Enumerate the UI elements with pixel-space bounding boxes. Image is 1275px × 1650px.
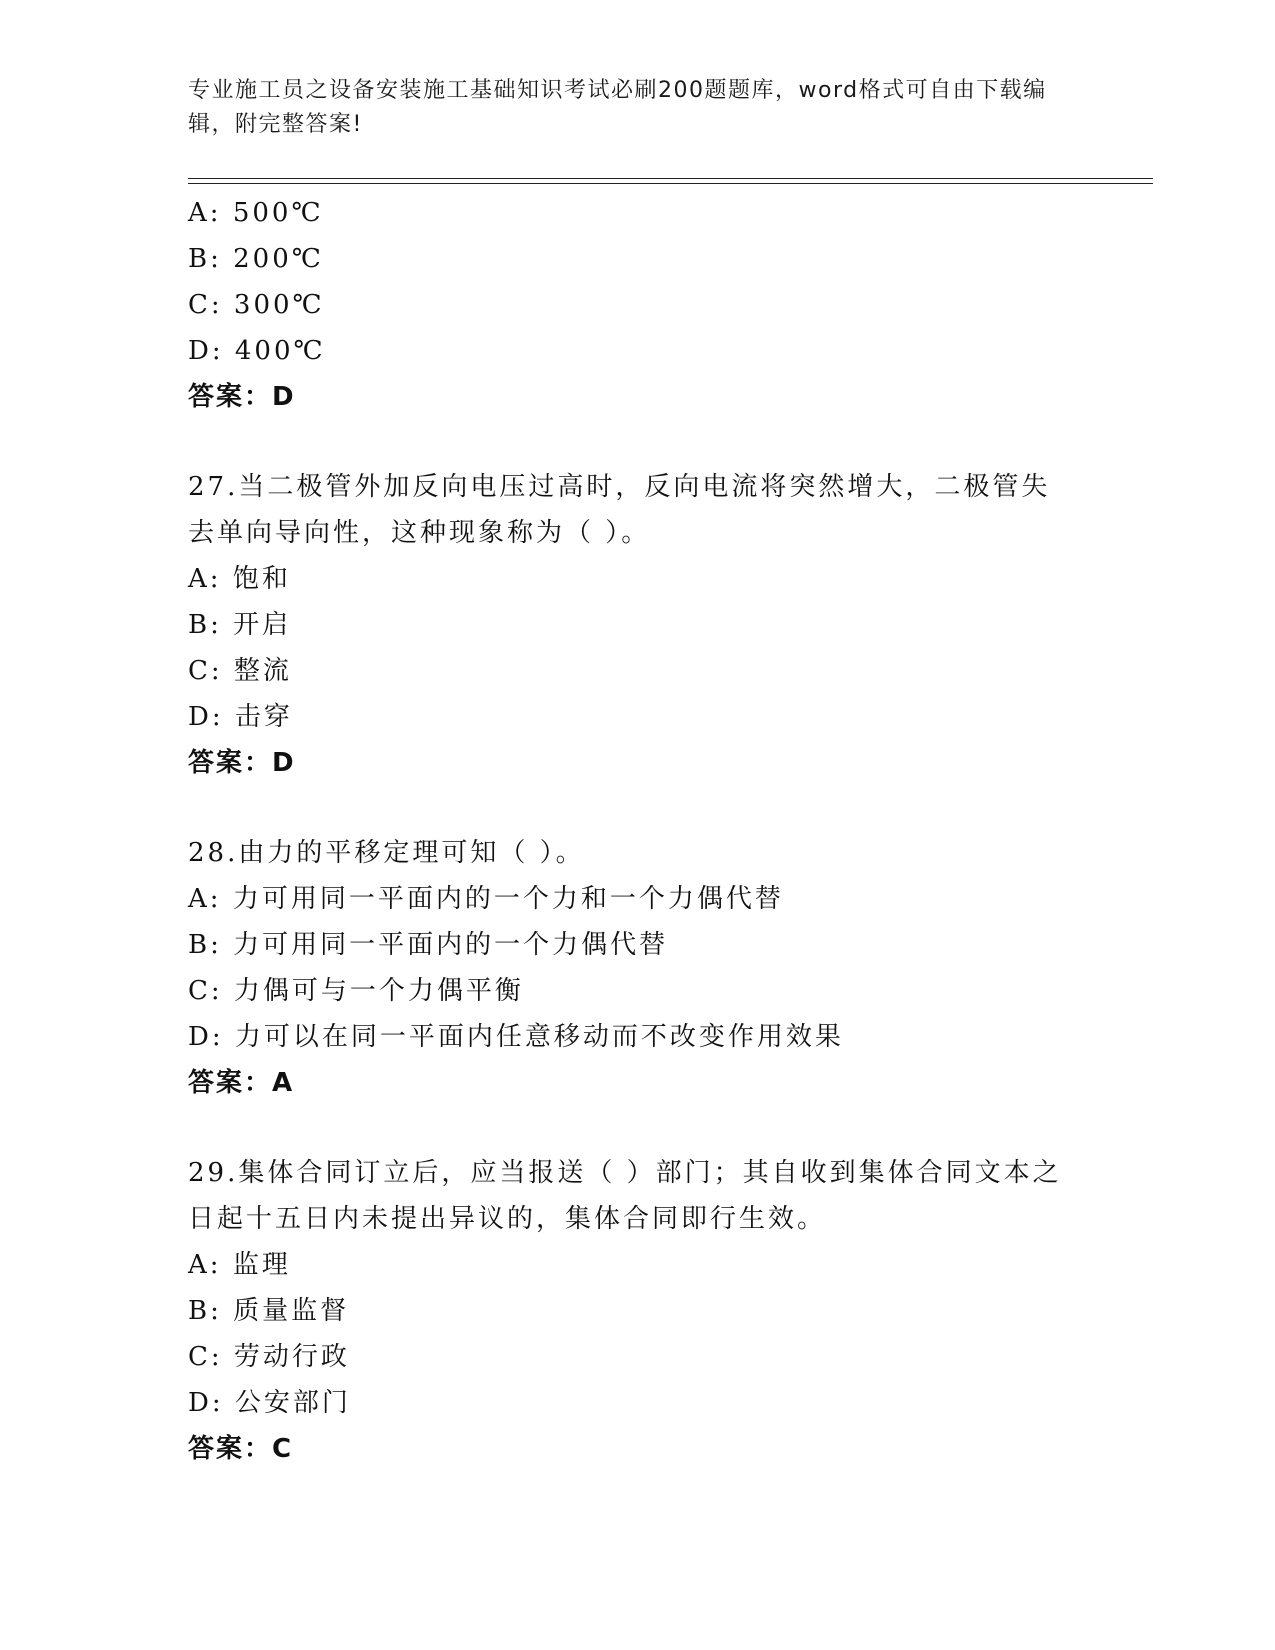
answer: 答案：D [188,748,296,778]
header-divider-top [188,178,1153,179]
option-b: B: 200℃ [188,244,324,274]
document-title: 专业施工员之设备安装施工基础知识考试必刷200题题库，word格式可自由下载编辑，附完整答案! [188,78,1047,137]
option-d: D: 公安部门 [188,1388,351,1418]
option-d: D: 力可以在同一平面内任意移动而不改变作用效果 [188,1022,844,1052]
option-a: A: 力可用同一平面内的一个力和一个力偶代替 [188,884,784,914]
option-d: D: 击穿 [188,702,293,732]
option-a: A: 500℃ [188,198,324,228]
answer: 答案：A [188,1068,295,1098]
option-a: A: 饱和 [188,564,291,594]
answer: 答案：C [188,1434,294,1464]
question-text: 29.集体合同订立后，应当报送（ ）部门；其自收到集体合同文本之日起十五日内未提出异议的，集体合同即行生效。 [188,1158,1062,1234]
question-list [188,190,1088,1472]
option-c: C: 整流 [188,656,292,686]
option-b: B: 开启 [188,610,292,640]
option-b: B: 力可用同一平面内的一个力偶代替 [188,930,669,960]
question-block-29 [188,1150,1088,1472]
option-c: C: 劳动行政 [188,1342,350,1372]
option-c: C: 力偶可与一个力偶平衡 [188,976,524,1006]
option-c: C: 300℃ [188,290,325,320]
option-b: B: 质量监督 [188,1296,350,1326]
option-a: A: 监理 [188,1250,291,1280]
question-block-28 [188,830,1088,1106]
question-block-27 [188,464,1088,786]
question-block-26 [188,190,1088,420]
option-d: D: 400℃ [188,336,326,366]
header-divider-bottom [188,183,1153,184]
question-text: 27.当二极管外加反向电压过高时，反向电流将突然增大，二极管失去单向导向性，这种现象称为（ ）。 [188,472,1051,548]
answer: 答案：D [188,382,296,412]
question-text: 28.由力的平移定理可知（ ）。 [188,838,585,868]
